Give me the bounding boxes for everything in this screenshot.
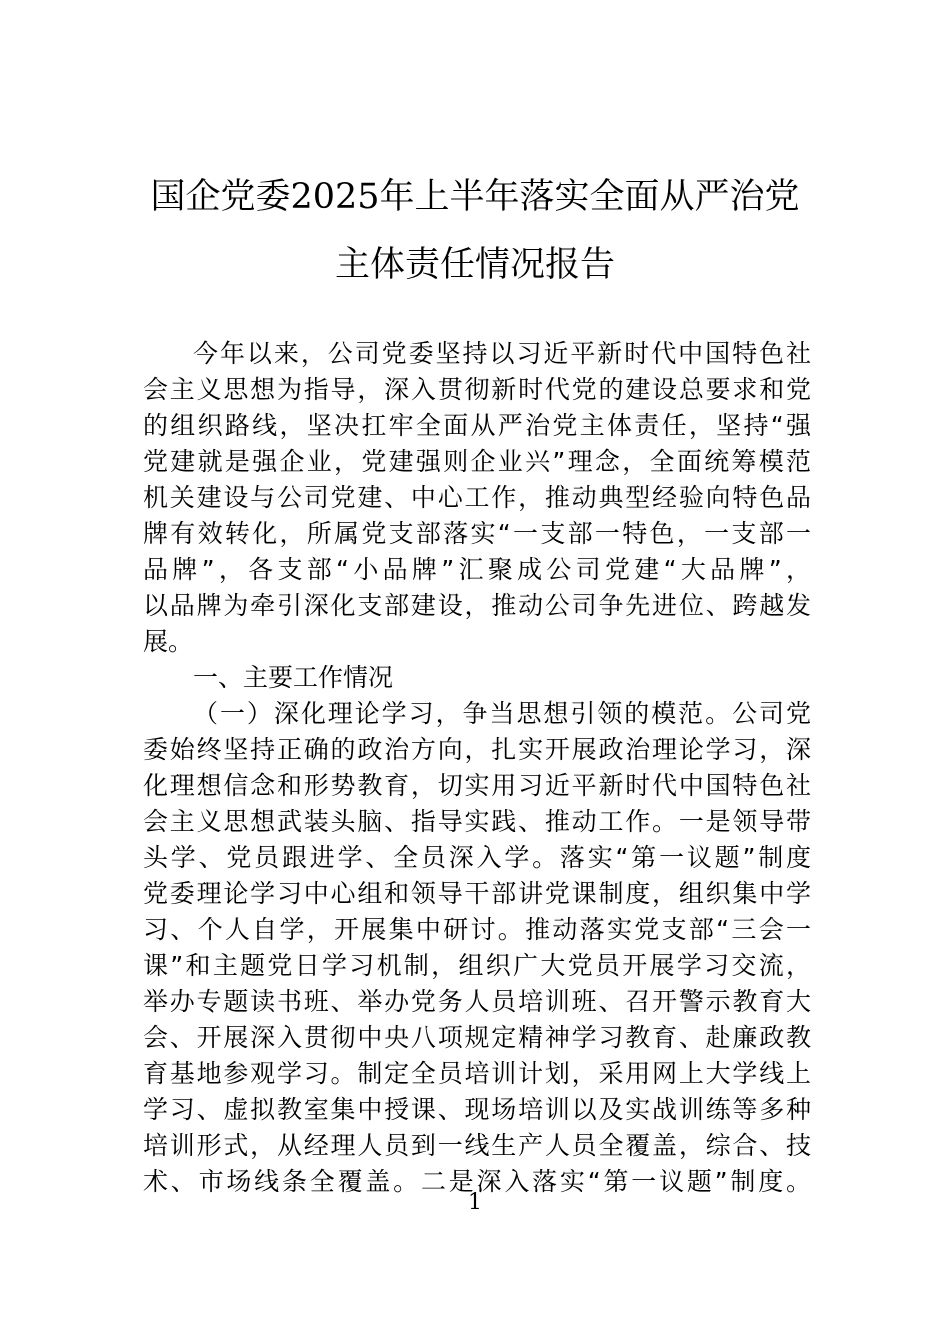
paragraph-2-line: 化理想信念和形势教育，切实用习近平新时代中国特色社 <box>143 771 811 800</box>
paragraph-2-line: （一）深化理论学习，争当思想引领的模范。公司党 <box>193 699 811 728</box>
section-heading: 一、主要工作情况 <box>193 663 394 692</box>
paragraph-1-line: 牌有效转化，所属党支部落实“一支部一特色，一支部一 <box>143 519 811 548</box>
paragraph-2-line: 头学、党员跟进学、全员深入学。落实“第一议题”制度 <box>143 843 811 872</box>
paragraph-2-line: 党委理论学习中心组和领导干部讲党课制度，组织集中学 <box>143 879 811 908</box>
paragraph-1-line: 会主义思想为指导，深入贯彻新时代党的建设总要求和党 <box>143 375 811 404</box>
paragraph-2-line: 习、个人自学，开展集中研讨。推动落实党支部“三会一 <box>143 915 811 944</box>
paragraph-2-line: 术、市场线条全覆盖。二是深入落实“第一议题”制度。 <box>143 1167 811 1196</box>
paragraph-2-line: 学习、虚拟教室集中授课、现场培训以及实战训练等多种 <box>143 1095 811 1124</box>
paragraph-2-line: 课”和主题党日学习机制，组织广大党员开展学习交流， <box>143 951 811 980</box>
page-number: 1 <box>468 1190 482 1215</box>
document-title-line-2: 主体责任情况报告 <box>334 245 615 285</box>
paragraph-2-line: 委始终坚持正确的政治方向，扎实开展政治理论学习，深 <box>143 735 811 764</box>
paragraph-1-line: 以品牌为牵引深化支部建设，推动公司争先进位、跨越发 <box>143 591 811 620</box>
paragraph-1-line: 今年以来，公司党委坚持以习近平新时代中国特色社 <box>193 339 811 368</box>
document-title-line-1: 国企党委2025年上半年落实全面从严治党 <box>150 177 800 217</box>
paragraph-2-line: 会主义思想武装头脑、指导实践、推动工作。一是领导带 <box>143 807 811 836</box>
paragraph-2-line: 育基地参观学习。制定全员培训计划，采用网上大学线上 <box>143 1059 811 1088</box>
paragraph-2-line: 举办专题读书班、举办党务人员培训班、召开警示教育大 <box>143 987 811 1016</box>
paragraph-2-line: 会、开展深入贯彻中央八项规定精神学习教育、赴廉政教 <box>143 1023 811 1052</box>
paragraph-1-line: 机关建设与公司党建、中心工作，推动典型经验向特色品 <box>143 483 811 512</box>
paragraph-1-line: 展。 <box>143 627 194 656</box>
paragraph-1-line: 党建就是强企业，党建强则企业兴”理念，全面统筹模范 <box>143 447 811 476</box>
paragraph-1-line: 品牌”，各支部“小品牌”汇聚成公司党建“大品牌”， <box>143 555 811 584</box>
paragraph-1-line: 的组织路线，坚决扛牢全面从严治党主体责任，坚持“强 <box>143 411 811 440</box>
paragraph-2-line: 培训形式，从经理人员到一线生产人员全覆盖，综合、技 <box>143 1131 811 1160</box>
